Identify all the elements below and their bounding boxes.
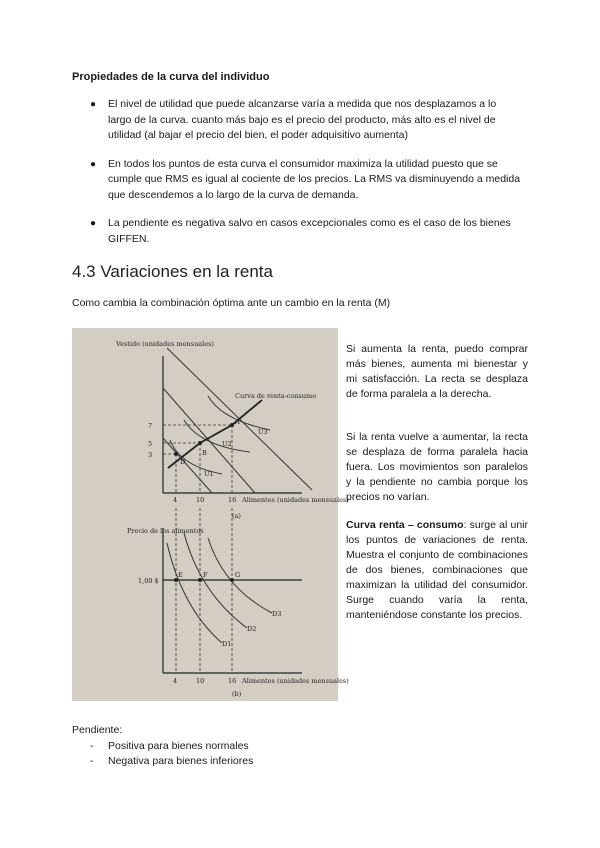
paragraph-curva-renta-consumo <box>346 518 528 623</box>
d-label: D2 <box>247 625 257 633</box>
bottom-xlabel: Alimentos (unidades mensuales) <box>242 677 349 685</box>
bottom-x-tick: 4 <box>173 677 178 685</box>
list-item-text: Negativa para bienes inferiores <box>108 755 254 767</box>
top-xlabel: Alimentos (unidades mensuales) <box>242 496 349 504</box>
pendiente-list <box>72 739 253 769</box>
point-label: G <box>235 571 241 579</box>
definition-text: : surge al unir los puntos de variaciones de renta. Muestra el conjunto de combinaciones de dos bienes, combinaciones que maximizan la utilidad del consumidor. Surge cuando varía la renta, manteniéndose constante los precios. <box>346 519 528 621</box>
list-item <box>72 739 253 754</box>
u-label: U1 <box>204 470 214 478</box>
top-y-tick: 5 <box>148 440 153 448</box>
list-item-text: El nivel de utilidad que puede alcanzarse varía a medida que nos desplazamos a lo largo de la curva. cuanto más bajo es el precio del producto, más alto es el nivel de utilidad (al bajar el precio del bien, el poder adquisitivo aumenta) <box>108 98 497 141</box>
figure-svg <box>72 328 349 701</box>
u-label: U2 <box>222 440 232 448</box>
d-label: D1 <box>222 640 232 648</box>
section-title-4-3: 4.3 Variaciones en la renta <box>72 262 273 281</box>
list-item <box>72 216 522 247</box>
list-item-text: En todos los puntos de esta curva el consumidor maximiza la utilidad puesto que se cumple que RMS es igual al cociente de los precios. La RMS va disminuyendo a medida que descendemos a lo largo de la curva de demanda. <box>108 157 521 201</box>
bullet-icon: ● <box>90 218 97 229</box>
curve-label: Curva de renta-consumo <box>235 392 317 400</box>
point-label: F <box>203 571 208 579</box>
bottom-x-tick: 16 <box>228 677 237 685</box>
point-label: E <box>178 571 183 579</box>
top-ylabel: Vestido (unidades mensuales) <box>116 340 214 348</box>
dash-icon: - <box>90 740 94 752</box>
pendiente-label: Pendiente: <box>72 724 123 736</box>
section-heading: Propiedades de la curva del individuo <box>72 71 270 83</box>
price-label: 1,00 $ <box>138 577 159 585</box>
point-label: D <box>180 458 186 466</box>
bullet-icon: ● <box>90 99 97 110</box>
list-item <box>72 157 522 204</box>
top-y-tick: 7 <box>148 422 153 430</box>
list-item <box>72 754 253 769</box>
properties-list <box>72 97 522 260</box>
section-subtitle: Como cambia la combinación óptima ante un cambio en la renta (M) <box>72 297 391 309</box>
list-item <box>72 97 522 144</box>
list-item-text: Positiva para bienes normales <box>108 740 249 752</box>
bullet-icon: ● <box>90 158 97 170</box>
top-x-tick: 16 <box>228 496 237 504</box>
point-label: A <box>235 418 240 426</box>
d-label: D3 <box>272 610 282 618</box>
u-label: U3 <box>258 428 268 436</box>
dash-icon: - <box>90 755 94 767</box>
top-panel-tag: (a) <box>232 512 241 520</box>
point-label: B <box>202 449 207 457</box>
paragraph-renta-2: Si la renta vuelve a aumentar, la recta se desplaza de forma paralela hacia fuera. Los movimientos son paralelos y la pendiente no cambia porque los precios no varían. <box>346 431 528 503</box>
top-x-tick: 10 <box>196 496 205 504</box>
term-curva-renta-consumo: Curva renta – consumo <box>346 519 464 531</box>
bottom-panel-tag: (b) <box>232 690 242 698</box>
top-y-tick: 3 <box>148 451 153 459</box>
bottom-ylabel: Precio de los alimentos <box>127 527 204 535</box>
bottom-x-tick: 10 <box>196 677 205 685</box>
income-consumption-figure <box>72 328 349 701</box>
top-x-tick: 4 <box>173 496 178 504</box>
paragraph-renta-1: Si aumenta la renta, puedo comprar más bienes, aumenta mi bienestar y mi satisfacción. La recta se desplaza de forma paralela a la derecha. <box>346 343 528 400</box>
list-item-text: La pendiente es negativa salvo en casos excepcionales como es el caso de los bienes GIFFEN. <box>108 217 511 245</box>
